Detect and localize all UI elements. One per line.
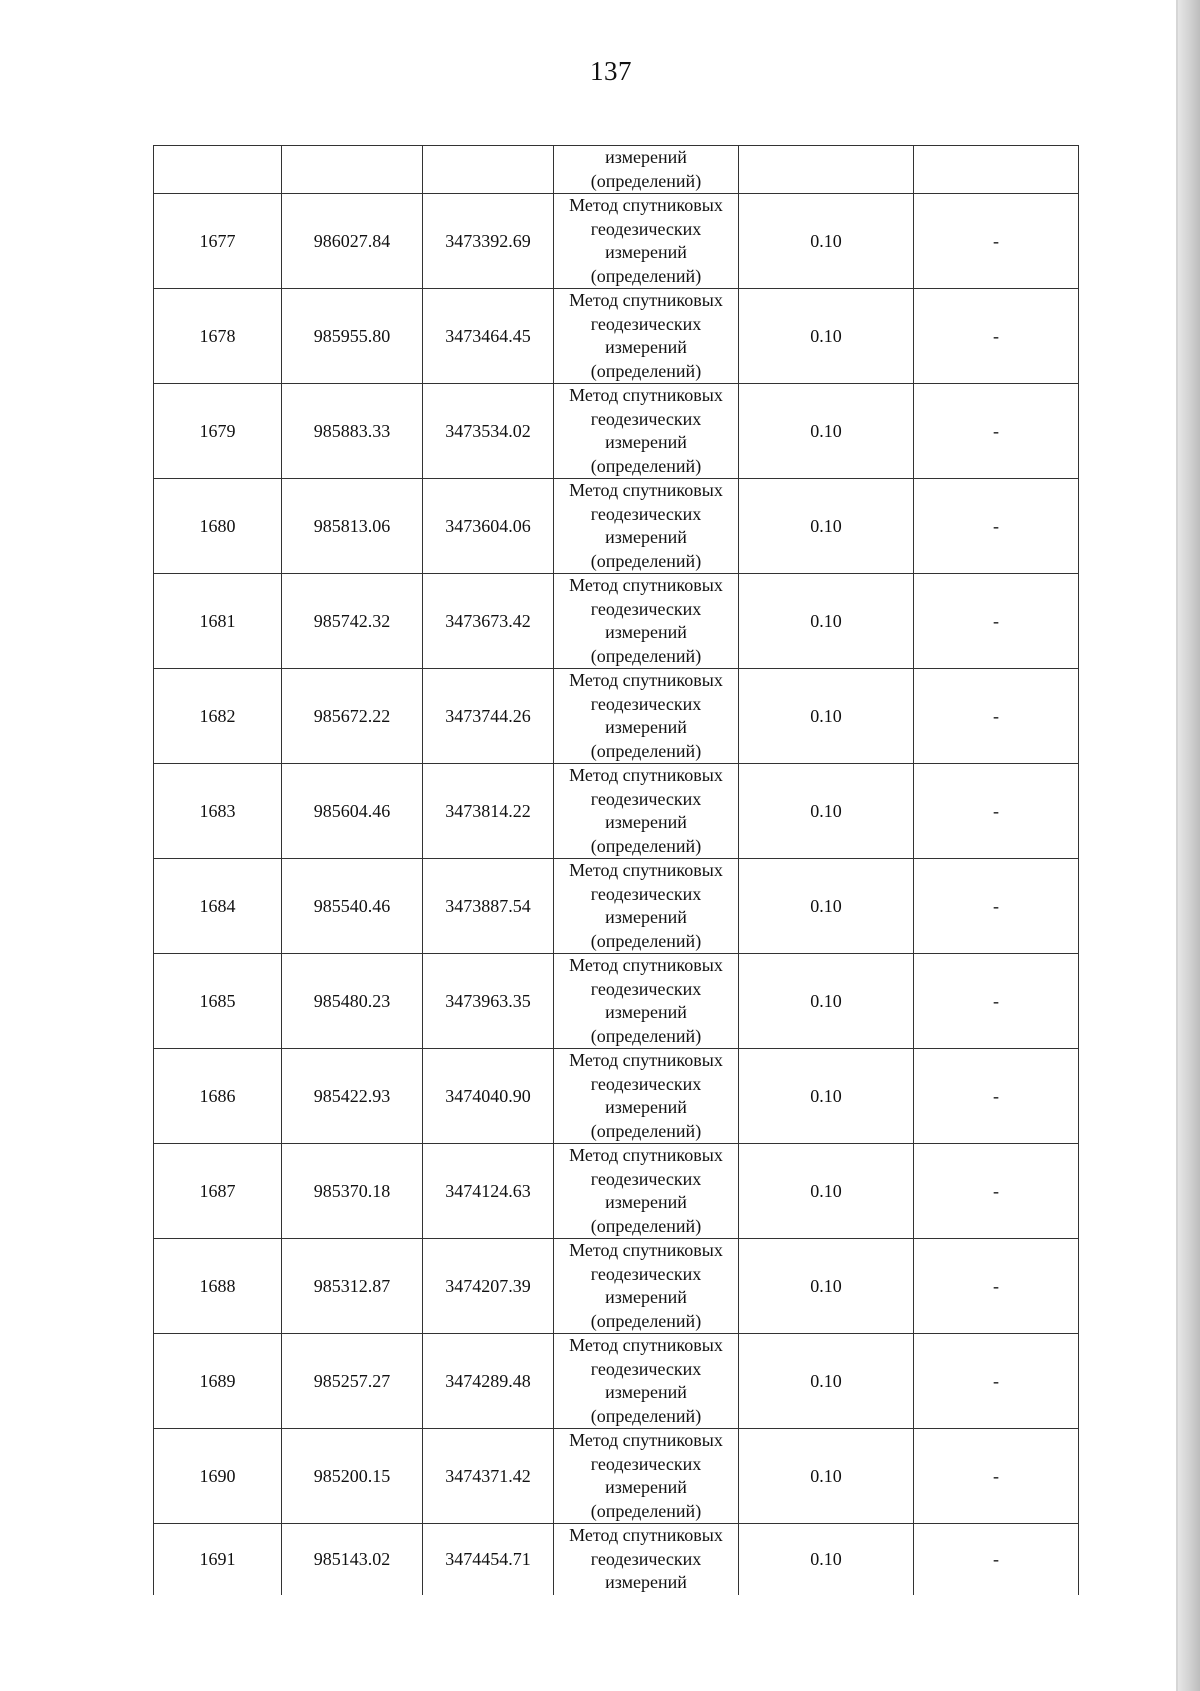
cell-note: - <box>914 1334 1079 1429</box>
cell-point-number: 1681 <box>154 574 282 669</box>
cell-accuracy: 0.10 <box>739 194 914 289</box>
cell-x-coordinate: 985370.18 <box>282 1144 423 1239</box>
method-line: (определений) <box>590 1215 702 1236</box>
method-line: измерений <box>605 1572 687 1592</box>
cell-note: - <box>914 669 1079 764</box>
cell-point-number: 1689 <box>154 1334 282 1429</box>
table-row <box>154 764 1079 859</box>
cell-point-number: 1685 <box>154 954 282 1049</box>
cell-point-number: 1687 <box>154 1144 282 1239</box>
method-line: Метод спутниковых <box>569 1525 723 1545</box>
method-line: (определений) <box>590 1120 702 1141</box>
method-line: (определений) <box>590 1500 702 1521</box>
cell-note: - <box>914 384 1079 479</box>
cell-y-coordinate: 3473392.69 <box>423 194 554 289</box>
cell-accuracy: 0.10 <box>739 384 914 479</box>
cell-method <box>554 479 739 574</box>
cell-note: - <box>914 574 1079 669</box>
cell-method <box>554 764 739 859</box>
cell-note: - <box>914 1049 1079 1144</box>
method-line: Метод спутниковых <box>569 1240 723 1260</box>
method-line: геодезических <box>590 598 702 619</box>
cell-x-coordinate: 985257.27 <box>282 1334 423 1429</box>
cell-method <box>554 289 739 384</box>
cell-method <box>554 384 739 479</box>
cell-y-coordinate: 3473814.22 <box>423 764 554 859</box>
cell-note: - <box>914 1429 1079 1524</box>
cell-point-number: 1686 <box>154 1049 282 1144</box>
method-line: Метод спутниковых <box>569 860 723 880</box>
cell-x-coordinate: 985480.23 <box>282 954 423 1049</box>
method-line: (определений) <box>590 1025 702 1046</box>
table-row <box>154 669 1079 764</box>
method-line: (определений) <box>590 265 702 286</box>
page-number: 137 <box>590 56 632 86</box>
cell-note: - <box>914 1524 1079 1595</box>
coordinates-table <box>153 145 1079 1595</box>
cell-note: - <box>914 194 1079 289</box>
cell-point-number: 1691 <box>154 1524 282 1595</box>
cell-y-coordinate: 3474371.42 <box>423 1429 554 1524</box>
table-row <box>154 479 1079 574</box>
cell-accuracy: 0.10 <box>739 1524 914 1595</box>
cell-accuracy: 0.10 <box>739 669 914 764</box>
method-line: геодезических <box>590 313 702 334</box>
method-line: измерений <box>605 907 687 927</box>
cell-note: - <box>914 859 1079 954</box>
cell-accuracy: 0.10 <box>739 479 914 574</box>
method-line: измерений <box>605 1287 687 1307</box>
method-line: геодезических <box>590 1263 702 1284</box>
cell-x-coordinate: 985813.06 <box>282 479 423 574</box>
table-row <box>154 384 1079 479</box>
method-line: Метод спутниковых <box>569 1145 723 1165</box>
table-row <box>154 289 1079 384</box>
cell-point-number: 1678 <box>154 289 282 384</box>
table-row <box>154 1144 1079 1239</box>
cell-y-coordinate: 3473464.45 <box>423 289 554 384</box>
cell-point-empty <box>154 146 282 194</box>
cell-note: - <box>914 764 1079 859</box>
cell-y-coordinate: 3473887.54 <box>423 859 554 954</box>
cell-point-number: 1684 <box>154 859 282 954</box>
cell-point-number: 1680 <box>154 479 282 574</box>
cell-method <box>554 1429 739 1524</box>
method-line: измерений <box>605 147 687 167</box>
cell-y-coordinate: 3473604.06 <box>423 479 554 574</box>
page-edge-shadow <box>1178 0 1200 1691</box>
cell-method <box>554 1334 739 1429</box>
table-row <box>154 1239 1079 1334</box>
cell-method <box>554 1524 739 1595</box>
cell-accuracy: 0.10 <box>739 574 914 669</box>
cell-note-empty <box>914 146 1079 194</box>
method-line: Метод спутниковых <box>569 765 723 785</box>
method-line: измерений <box>605 242 687 262</box>
cell-x-coordinate: 985604.46 <box>282 764 423 859</box>
cell-method <box>554 1239 739 1334</box>
cell-method <box>554 1144 739 1239</box>
cell-method <box>554 1049 739 1144</box>
cell-x-coordinate: 986027.84 <box>282 194 423 289</box>
method-line: (определений) <box>590 1310 702 1331</box>
cell-y-coordinate: 3474040.90 <box>423 1049 554 1144</box>
cell-method <box>554 574 739 669</box>
method-line: геодезических <box>590 693 702 714</box>
cell-y-empty <box>423 146 554 194</box>
cell-accuracy: 0.10 <box>739 1429 914 1524</box>
table-row <box>154 1524 1079 1595</box>
method-line: (определений) <box>590 170 702 191</box>
cell-method <box>554 859 739 954</box>
cell-accuracy: 0.10 <box>739 764 914 859</box>
cell-y-coordinate: 3473744.26 <box>423 669 554 764</box>
cell-note: - <box>914 479 1079 574</box>
method-line: Метод спутниковых <box>569 195 723 215</box>
table-row-continued <box>154 146 1079 194</box>
method-line: измерений <box>605 1382 687 1402</box>
cell-accuracy: 0.10 <box>739 954 914 1049</box>
table-row <box>154 574 1079 669</box>
cell-point-number: 1683 <box>154 764 282 859</box>
cell-x-coordinate: 985883.33 <box>282 384 423 479</box>
method-line: геодезических <box>590 978 702 999</box>
table-row <box>154 1334 1079 1429</box>
cell-x-coordinate: 985672.22 <box>282 669 423 764</box>
cell-note: - <box>914 954 1079 1049</box>
cell-x-coordinate: 985422.93 <box>282 1049 423 1144</box>
cell-y-coordinate: 3474124.63 <box>423 1144 554 1239</box>
cell-note: - <box>914 289 1079 384</box>
cell-note: - <box>914 1144 1079 1239</box>
table-body <box>154 146 1079 1595</box>
cell-method-continued <box>554 146 739 194</box>
cell-note: - <box>914 1239 1079 1334</box>
method-line: геодезических <box>590 218 702 239</box>
cell-x-coordinate: 985742.32 <box>282 574 423 669</box>
method-line: геодезических <box>590 1358 702 1379</box>
method-line: Метод спутниковых <box>569 480 723 500</box>
method-line: геодезических <box>590 883 702 904</box>
method-line: измерений <box>605 1192 687 1212</box>
method-line: Метод спутниковых <box>569 290 723 310</box>
method-line: геодезических <box>590 1548 702 1569</box>
cell-accuracy: 0.10 <box>739 289 914 384</box>
cell-x-coordinate: 985200.15 <box>282 1429 423 1524</box>
method-line: геодезических <box>590 408 702 429</box>
cell-method <box>554 194 739 289</box>
method-line: измерений <box>605 527 687 547</box>
table-row <box>154 194 1079 289</box>
cell-x-empty <box>282 146 423 194</box>
method-line: Метод спутниковых <box>569 1335 723 1355</box>
method-line: (определений) <box>590 1405 702 1426</box>
method-line: Метод спутниковых <box>569 575 723 595</box>
method-line: геодезических <box>590 1168 702 1189</box>
method-line: (определений) <box>590 740 702 761</box>
cell-accuracy: 0.10 <box>739 1334 914 1429</box>
cell-x-coordinate: 985955.80 <box>282 289 423 384</box>
cell-y-coordinate: 3474207.39 <box>423 1239 554 1334</box>
method-line: геодезических <box>590 503 702 524</box>
method-line: Метод спутниковых <box>569 955 723 975</box>
method-line: Метод спутниковых <box>569 1430 723 1450</box>
method-line: измерений <box>605 622 687 642</box>
method-line: (определений) <box>590 645 702 666</box>
method-line: измерений <box>605 812 687 832</box>
cell-point-number: 1690 <box>154 1429 282 1524</box>
cell-method <box>554 954 739 1049</box>
cell-accuracy: 0.10 <box>739 1049 914 1144</box>
cell-method <box>554 669 739 764</box>
table-row <box>154 954 1079 1049</box>
method-line: геодезических <box>590 788 702 809</box>
cell-y-coordinate: 3473963.35 <box>423 954 554 1049</box>
cell-x-coordinate: 985143.02 <box>282 1524 423 1595</box>
method-line: измерений <box>605 1097 687 1117</box>
cell-y-coordinate: 3474454.71 <box>423 1524 554 1595</box>
method-line: (определений) <box>590 360 702 381</box>
cell-accuracy: 0.10 <box>739 859 914 954</box>
method-line: измерений <box>605 432 687 452</box>
cell-point-number: 1682 <box>154 669 282 764</box>
table-row <box>154 859 1079 954</box>
cell-point-number: 1677 <box>154 194 282 289</box>
table-row <box>154 1429 1079 1524</box>
cell-y-coordinate: 3473534.02 <box>423 384 554 479</box>
cell-point-number: 1688 <box>154 1239 282 1334</box>
method-line: (определений) <box>590 455 702 476</box>
cell-accuracy-empty <box>739 146 914 194</box>
method-line: (определений) <box>590 835 702 856</box>
cell-y-coordinate: 3473673.42 <box>423 574 554 669</box>
cell-accuracy: 0.10 <box>739 1144 914 1239</box>
cell-x-coordinate: 985312.87 <box>282 1239 423 1334</box>
cell-accuracy: 0.10 <box>739 1239 914 1334</box>
method-line: (определений) <box>590 930 702 951</box>
cell-point-number: 1679 <box>154 384 282 479</box>
method-line: измерений <box>605 717 687 737</box>
method-line: Метод спутниковых <box>569 1050 723 1070</box>
method-line: геодезических <box>590 1073 702 1094</box>
method-line: измерений <box>605 1477 687 1497</box>
method-line: измерений <box>605 337 687 357</box>
table-row <box>154 1049 1079 1144</box>
method-line: измерений <box>605 1002 687 1022</box>
cell-y-coordinate: 3474289.48 <box>423 1334 554 1429</box>
method-line: Метод спутниковых <box>569 670 723 690</box>
cell-x-coordinate: 985540.46 <box>282 859 423 954</box>
method-line: геодезических <box>590 1453 702 1474</box>
method-line: (определений) <box>590 550 702 571</box>
method-line: Метод спутниковых <box>569 385 723 405</box>
